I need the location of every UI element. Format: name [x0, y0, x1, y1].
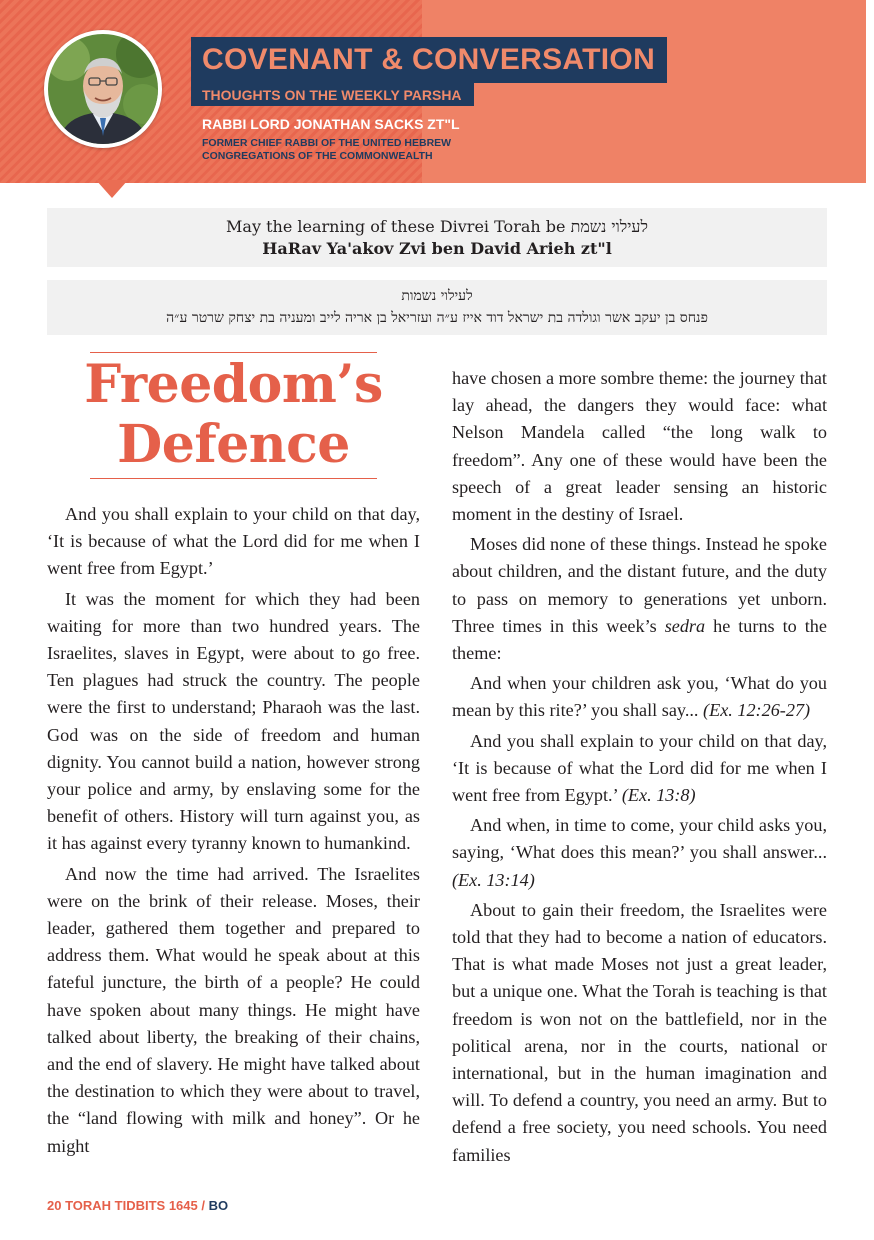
- series-title-box: [191, 37, 667, 83]
- article-title-line1: Freedom’s: [84, 354, 383, 415]
- scripture-quote: [452, 670, 827, 724]
- body-paragraph: It was the moment for which they had been waiting for more than two hundred years. The Israelites, slaves in Egypt, were about to go free. Ten plagues had struck the country. The people were the first to understand; Pharaoh was the last. God was on the side of freedom and human dignity. You cannot build a nation, however strong your police and army, by enslaving some for the benefit of others. History will turn against you, as it has against every tyranny known to humankind.: [47, 588, 420, 854]
- page-footer: [47, 1198, 228, 1213]
- banner-pointer: [96, 180, 128, 198]
- body-text: Moses did none of these things. Instead he spoke about children, and the distant future, and the duty to pass on memory to generations yet unborn. Three times in this week’s: [452, 534, 827, 636]
- author-title-line2: CONGREGATIONS OF THE COMMONWEALTH: [202, 150, 433, 162]
- epigraph-paragraph: And you shall explain to your child on that day, ‘It is because of what the Lord did for me when I went free from Egypt.’: [47, 504, 420, 579]
- body-paragraph: And now the time had arrived. The Israelites were on the brink of their release. Moses, their leader, gathered them together and prepared to address them. What would he speak about at this fateful juncture, the birth of a people? He could have spoken about many things. He might have talked about liberty, the breaking of their chains, and the end of slavery. He might have talked about the destination to which they were about to travel, the “land flowing with milk and honey”. Or he might: [47, 863, 420, 1156]
- article-column-right: [452, 365, 827, 1169]
- body-paragraph: [452, 531, 827, 667]
- series-subtitle: THOUGHTS ON THE WEEKLY PARSHA: [202, 86, 462, 103]
- footer-parsha: BO: [208, 1198, 229, 1213]
- body-text: he turns to the theme:: [452, 615, 827, 664]
- author-portrait-icon: [48, 34, 158, 144]
- article-column-left: [47, 501, 420, 1160]
- title-rule-top: [90, 352, 377, 353]
- body-paragraph: About to gain their freedom, the Israelites were told that they had to become a nation of educators. That is what made Moses not just a great leader, but a unique one. What the Torah is teaching is that freedom is won not on the battlefield, nor in the political arena, nor in the courts, national or international, but in the human imagination and will. To defend a country, you need an army. But to defend a free society, you need schools. You need families: [452, 899, 827, 1165]
- quote-text: And you shall explain to your child on that day, ‘It is because of what the Lord did for me when I went free from Egypt.’: [452, 730, 827, 806]
- author-title-line1: FORMER CHIEF RABBI OF THE UNITED HEBREW: [202, 137, 452, 149]
- footer-page-label: 20 TORAH TIDBITS 1645 /: [47, 1198, 209, 1213]
- article-title: [60, 355, 407, 475]
- dedication-hebrew-names: פנחס בן יעקב אשר וגולדה בת ישראל דוד אייז ע״ה ועזריאל בן אריה לייב ומעניה בת יצחק שרטר ע״ה: [166, 310, 708, 326]
- quote-reference: (Ex. 13:8): [621, 785, 696, 806]
- header-banner: [0, 0, 866, 183]
- dedication-box-primary: [47, 208, 827, 267]
- avatar: [44, 30, 162, 148]
- dedication-intro: May the learning of these Divrei Torah be לעילוי נשמת: [226, 217, 648, 236]
- scripture-quote: [452, 812, 827, 894]
- body-paragraph-continued: have chosen a more sombre theme: the journey that lay ahead, the dangers they would face: what Nelson Mandela called “the long walk to freedom”. Any one of these would have been the speech of a great leader sensing an historic moment in the destiny of Israel.: [452, 368, 827, 525]
- quote-reference: (Ex. 12:26-27): [703, 700, 811, 721]
- sedra-term: sedra: [664, 615, 706, 636]
- dedication-name: HaRav Ya'akov Zvi ben David Arieh zt"l: [262, 239, 612, 258]
- author-name: RABBI LORD JONATHAN SACKS ZT"L: [202, 116, 460, 132]
- series-title: COVENANT & CONVERSATION: [202, 43, 656, 76]
- scripture-quote: [452, 728, 827, 810]
- article-title-line2: Defence: [117, 414, 350, 475]
- quote-text: And when, in time to come, your child asks you, saying, ‘What does this mean?’ you shall answer...: [452, 815, 827, 863]
- quote-reference: (Ex. 13:14): [452, 869, 535, 890]
- author-title: [202, 137, 542, 163]
- quote-text: And when your children ask you, ‘What do you mean by this rite?’ you shall say...: [452, 673, 827, 721]
- dedication-hebrew-heading: לעילוי נשמות: [401, 288, 473, 304]
- dedication-box-secondary: [47, 280, 827, 335]
- series-subtitle-box: [191, 83, 474, 106]
- title-rule-bottom: [90, 478, 377, 479]
